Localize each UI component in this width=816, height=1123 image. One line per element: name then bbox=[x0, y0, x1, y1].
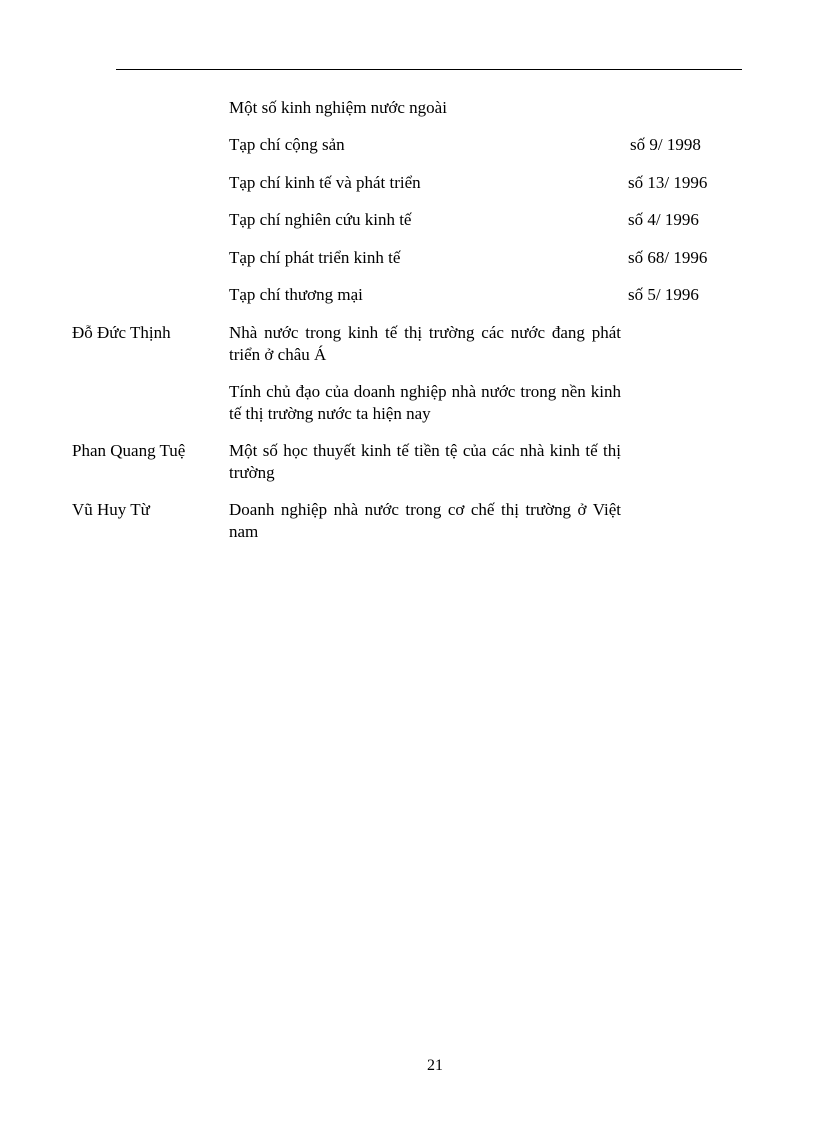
entry-issue: số 5/ 1996 bbox=[628, 285, 699, 304]
entry-title: Nhà nước trong kinh tế thị trường các nước đang phát triển ở châu Á bbox=[229, 323, 621, 364]
entry-title: Doanh nghiệp nhà nước trong cơ chế thị trường ở Việt nam bbox=[229, 500, 621, 541]
entry-title: Một số học thuyết kinh tế tiền tệ của các nhà kinh tế thị trường bbox=[229, 441, 621, 482]
entry-issue: số 4/ 1996 bbox=[628, 210, 699, 229]
entry-issue: số 68/ 1996 bbox=[628, 248, 708, 267]
entry-title: Tạp chí thương mại bbox=[229, 285, 363, 304]
entry-title: Tính chủ đạo của doanh nghiệp nhà nước trong nền kinh tế thị trường nước ta hiện nay bbox=[229, 382, 621, 423]
entry-author: Đỗ Đức Thịnh bbox=[72, 323, 171, 342]
entry-issue: số 9/ 1998 bbox=[630, 135, 701, 154]
entry-title: Tạp chí cộng sản bbox=[229, 135, 345, 154]
entry-author: Vũ Huy Từ bbox=[72, 500, 150, 519]
entry-issue: số 13/ 1996 bbox=[628, 173, 708, 192]
header-rule bbox=[116, 69, 742, 70]
page-number: 21 bbox=[427, 1057, 443, 1074]
entry-title: Một số kinh nghiệm nước ngoài bbox=[229, 98, 447, 117]
entry-author: Phan Quang Tuệ bbox=[72, 441, 186, 460]
entry-title: Tạp chí phát triển kinh tế bbox=[229, 248, 401, 267]
entry-title: Tạp chí kinh tế và phát triển bbox=[229, 173, 421, 192]
entry-title: Tạp chí nghiên cứu kinh tế bbox=[229, 210, 412, 229]
